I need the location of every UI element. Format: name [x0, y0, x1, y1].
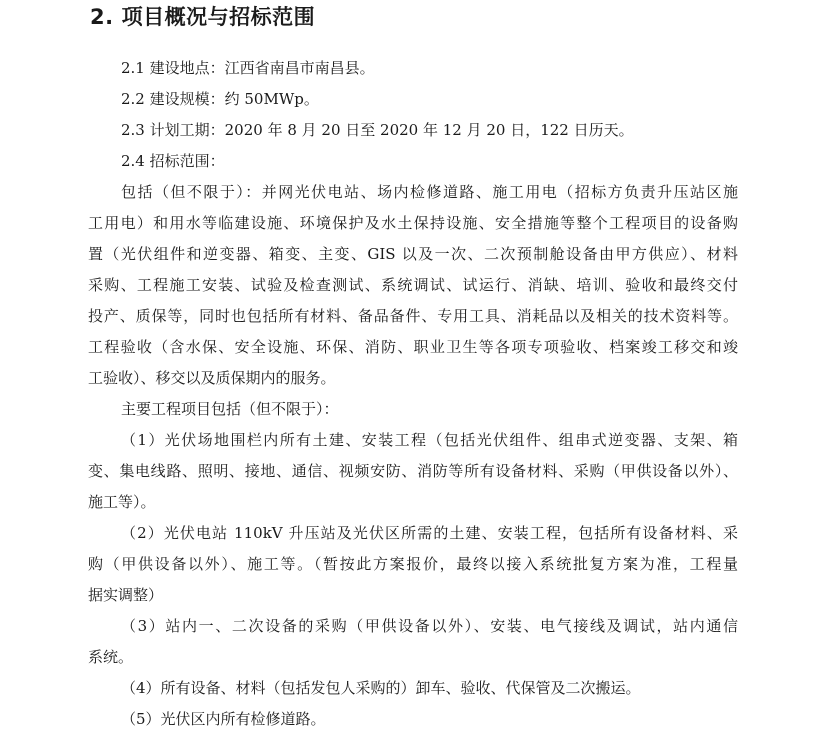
section-number: 2. — [90, 5, 114, 29]
section-title: 项目概况与招标范围 — [121, 5, 316, 29]
scope-line-5: 投产、质保等，同时也包括所有材料、备品备件、专用工具、消耗品以及相关的技术资料等。 — [88, 307, 738, 325]
list-item-3-line-1: （3）站内一、二次设备的采购（甲供设备以外）、安装、电气接线及调试，站内通信 — [121, 617, 738, 635]
list-item-4: （4）所有设备、材料（包括发包人采购的）卸车、验收、代保管及二次搬运。 — [121, 679, 641, 697]
scope-line-4: 采购、工程施工安装、试验及检查测试、系统调试、试运行、消缺、培训、验收和最终交付 — [88, 276, 738, 294]
list-item-1-line-1: （1）光伏场地围栏内所有土建、安装工程（包括光伏组件、组串式逆变器、支架、箱 — [121, 431, 738, 449]
scope-line-7: 工验收）、移交以及质保期内的服务。 — [88, 369, 336, 387]
item-location: 2.1 建设地点：江西省南昌市南昌县。 — [121, 59, 375, 77]
scope-line-2: 工用电）和用水等临建设施、环境保护及水土保持设施、安全措施等整个工程项目的设备购 — [88, 214, 738, 232]
list-item-3-line-2: 系统。 — [88, 648, 134, 666]
item-schedule: 2.3 计划工期：2020 年 8 月 20 日至 2020 年 12 月 20 日，122 日历天。 — [121, 121, 634, 139]
section-heading — [90, 2, 315, 32]
item-scope-label: 2.4 招标范围： — [121, 152, 225, 170]
list-item-1-line-2: 变、集电线路、照明、接地、通信、视频安防、消防等所有设备材料、采购（甲供设备以外）、 — [88, 462, 738, 480]
scope-line-3: 置（光伏组件和逆变器、箱变、主变、GIS 以及一次、二次预制舱设备由甲方供应）、材料 — [88, 245, 738, 263]
list-item-1-line-3: 施工等）。 — [88, 493, 156, 511]
list-item-2-line-3: 据实调整） — [88, 586, 164, 604]
item-scale: 2.2 建设规模：约 50MWp。 — [121, 90, 319, 108]
list-item-2-line-2: 购（甲供设备以外）、施工等。（暂按此方案报价，最终以接入系统批复方案为准，工程量 — [88, 555, 738, 573]
scope-line-6: 工程验收（含水保、安全设施、环保、消防、职业卫生等各项专项验收、档案竣工移交和竣 — [88, 338, 738, 356]
scope-line-1: 包括（但不限于）：并网光伏电站、场内检修道路、施工用电（招标方负责升压站区施 — [121, 183, 738, 201]
list-item-2-line-1: （2）光伏电站 110kV 升压站及光伏区所需的土建、安装工程，包括所有设备材料、采 — [121, 524, 738, 542]
main-items-intro: 主要工程项目包括（但不限于）： — [121, 400, 339, 418]
list-item-5: （5）光伏区内所有检修道路。 — [121, 710, 326, 728]
